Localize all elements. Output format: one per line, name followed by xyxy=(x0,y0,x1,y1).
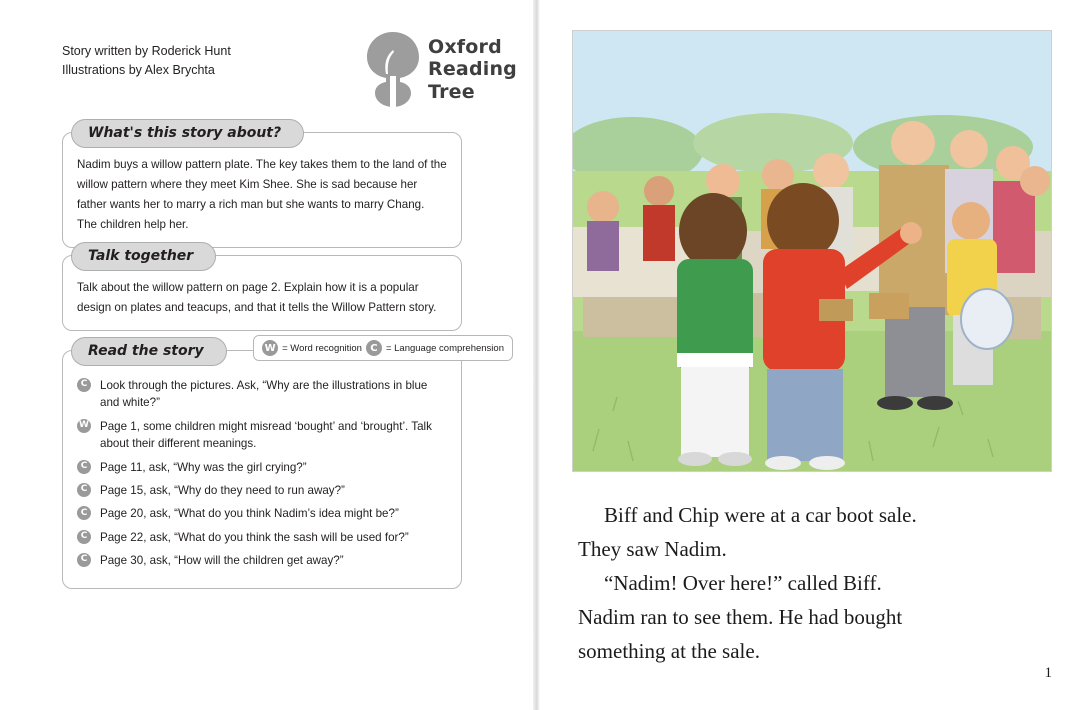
panel-title-story-about: What's this story about? xyxy=(71,119,304,148)
logo-word-oxford: Oxford xyxy=(428,36,502,58)
book-gutter xyxy=(533,0,540,710)
question-list-item xyxy=(77,505,447,522)
question-text: Page 15, ask, “Why do they need to run away?” xyxy=(100,483,345,497)
story-illustration xyxy=(572,30,1052,472)
story-line: They saw Nadim. xyxy=(578,537,727,562)
language-comprehension-badge-icon: C xyxy=(77,483,91,497)
language-comprehension-badge-icon: C xyxy=(77,553,91,567)
panel-title-talk-together: Talk together xyxy=(71,242,216,271)
panel-read-the-story xyxy=(62,342,504,589)
question-text: Look through the pictures. Ask, “Why are the illustrations in blue and white?” xyxy=(100,379,428,410)
language-comprehension-legend-label: = Language comprehension xyxy=(385,342,504,354)
panel-body-talk-together: Talk about the willow pattern on page 2. Explain how it is a popular design on plates and teacups, and that it tells the Willow Pattern story. xyxy=(77,281,437,314)
story-line: “Nadim! Over here!” called Biff. xyxy=(604,571,882,596)
question-list-item xyxy=(77,552,447,569)
language-comprehension-badge-icon: C xyxy=(77,506,91,520)
story-line: Biff and Chip were at a car boot sale. xyxy=(604,503,917,527)
word-recognition-legend-label: = Word recognition xyxy=(282,342,362,354)
logo-word-reading: Reading xyxy=(428,58,517,81)
badge-legend xyxy=(253,335,513,361)
question-text: Page 11, ask, “Why was the girl crying?” xyxy=(100,460,307,474)
credits xyxy=(62,42,231,81)
panel-story-about xyxy=(62,125,462,248)
logo-word-tree: Tree xyxy=(428,80,475,103)
question-text: Page 30, ask, “How will the children get away?” xyxy=(100,554,344,568)
page-number: 1 xyxy=(1044,665,1052,681)
question-list-item xyxy=(77,482,447,499)
question-list xyxy=(77,377,447,570)
language-comprehension-badge-icon: C xyxy=(77,530,91,544)
panel-title-read-the-story: Read the story xyxy=(71,337,227,366)
tree-icon xyxy=(362,30,424,110)
question-list-item xyxy=(77,459,447,476)
credit-illustrator: Illustrations by Alex Brychta xyxy=(62,63,215,78)
language-comprehension-badge-icon: C xyxy=(366,340,382,356)
word-recognition-badge-icon: W xyxy=(77,419,91,433)
story-line: Nadim ran to see them. He had bought xyxy=(578,605,903,630)
panel-body-story-about: Nadim buys a willow pattern plate. The key takes them to the land of the willow pattern where they meet Kim Shee. She is sad because her father wants her to marry a rich man but she wants to marry Chang. The children help her. xyxy=(77,158,447,231)
language-comprehension-badge-icon: C xyxy=(77,460,91,474)
logo-wordmark xyxy=(428,36,517,103)
question-text: Page 22, ask, “What do you think the sash will be used for?” xyxy=(100,530,409,544)
credit-author: Story written by Roderick Hunt xyxy=(62,44,231,58)
language-comprehension-badge-icon: C xyxy=(77,378,91,392)
oxford-reading-tree-logo xyxy=(362,30,522,112)
car-boot-sale-scene xyxy=(573,31,1051,471)
right-page xyxy=(540,0,1080,710)
story-line: something at the sale. xyxy=(578,639,760,664)
question-text: Page 1, some children might misread ‘bought’ and ‘brought’. Talk about their different meanings. xyxy=(100,419,432,451)
question-list-item xyxy=(77,418,447,453)
word-recognition-badge-icon: W xyxy=(262,340,278,356)
story-text xyxy=(578,498,1048,668)
question-text: Page 20, ask, “What do you think Nadim’s idea might be?” xyxy=(100,507,399,521)
panel-talk-together xyxy=(62,248,462,331)
question-list-item xyxy=(77,529,447,546)
question-list-item xyxy=(77,377,447,412)
